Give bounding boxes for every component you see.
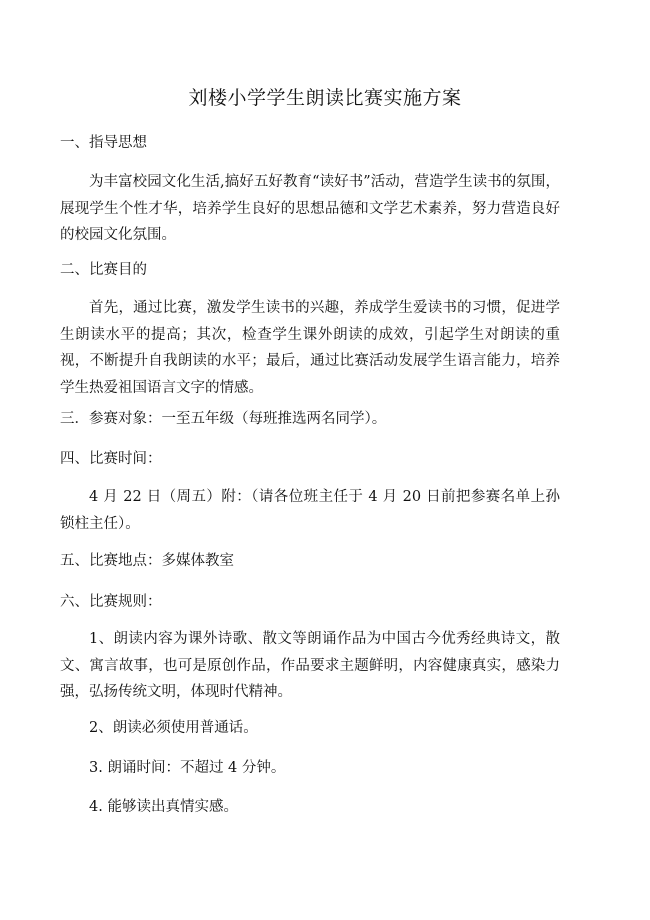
section-body-purpose: 首先，通过比赛，激发学生读书的兴趣，养成学生爱读书的习惯，促进学生朗读水平的提高；其次，检查学生课外朗读的成效，引起学生对朗读的重视，不断提升自我朗读的水平；最后，通过比赛活动发展学生语言能力，培养学生热爱祖国语言文字的情感。 <box>60 300 560 396</box>
rule-item-2: 2、朗读必须使用普通话。 <box>89 720 258 736</box>
rule-item-1: 1、朗读内容为课外诗歌、散文等朗诵作品为中国古今优秀经典诗文，散文、寓言故事，也可是原创作品，作品要求主题鲜明，内容健康真实，感染力强，弘扬传统文明，体现时代精神。 <box>60 631 560 700</box>
section-body-time: 4 月 22 日（周五）附：（请各位班主任于 4 月 20 日前把参赛名单上孙锁柱主任）。 <box>60 489 560 532</box>
section-heading-time: 四、比赛时间： <box>60 451 162 467</box>
section-body-guiding-idea: 为丰富校园文化生活,搞好五好教育“读好书”活动，营造学生读书的氛围，展现学生个性才华，培养学生良好的思想品德和文学艺术素养，努力营造良好的校园文化氛围。 <box>60 174 560 243</box>
section-heading-purpose: 二、比赛目的 <box>60 262 147 278</box>
page-title: 刘楼小学学生朗读比赛实施方案 <box>188 87 462 109</box>
rule-item-3: 3. 朗诵时间：不超过 4 分钟。 <box>89 760 286 776</box>
section-participants: 三．参赛对象：一至五年级（每班推选两名同学）。 <box>60 411 387 427</box>
section-heading-guiding-idea: 一、指导思想 <box>60 135 147 151</box>
section-heading-rules: 六、比赛规则： <box>60 594 162 610</box>
rule-item-4: 4. 能够读出真情实感。 <box>89 799 238 815</box>
section-venue: 五、比赛地点：多媒体教室 <box>60 553 234 569</box>
